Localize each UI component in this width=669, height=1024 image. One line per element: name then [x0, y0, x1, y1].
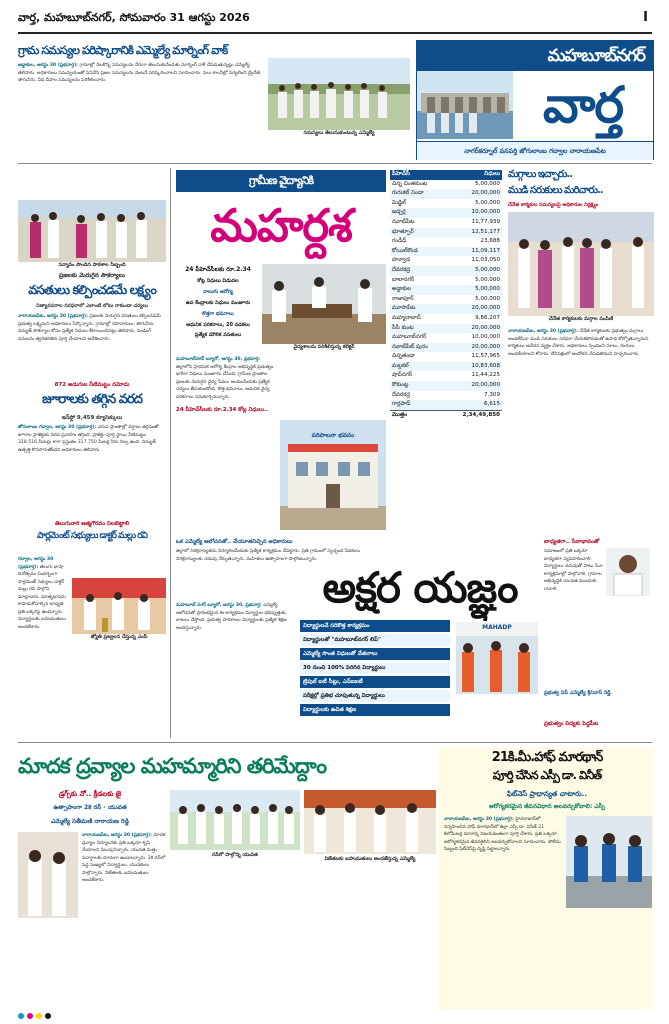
medical-fact-4: ఉప కేంద్రాలకు నిధులు మంజూరు [185, 300, 251, 306]
fund-table-row-value: 10,83,608 [445, 362, 502, 372]
medical-building-sign: పరిపాలనా భవనం [311, 432, 355, 439]
mla-walk-photo [268, 58, 410, 130]
fund-table-row-value: 11,77,939 [471, 218, 500, 225]
fund-table-row-label: చిన్న చింతకుంట [392, 180, 428, 187]
medical-fact-5: కొత్తగా భవనాలు [202, 311, 234, 317]
literacy-bullet-6: పరీక్షల్లో ప్రతిభ చూపుతున్న విద్యార్థులు [300, 690, 450, 702]
fund-table-row-value: 11,44,225 [471, 372, 500, 379]
masthead [416, 40, 654, 160]
mla-walk-body [18, 62, 268, 137]
literacy-headline: అక్షర యజ్ఞం [322, 563, 518, 612]
fund-table-row-label: గార్లపాడ్ [390, 400, 445, 410]
medical-kicker-box [176, 170, 386, 192]
medical-dateline: మహబూబ్‌నగర్ బ్యూరో, ఆగస్టు 30, ప్రభవార్త: [176, 357, 261, 362]
medical-callout: 24 పీహెచ్‌సీలకు రూ.2.34 కోట్ల నిధులు.. [176, 407, 269, 413]
flood-dateline: జోగులాంబ గద్వాల, ఆగస్టు 30 (ప్రభవార్త): [18, 425, 97, 430]
fund-table-row-value: 5,00,000 [475, 276, 500, 283]
fund-table-row [390, 208, 502, 218]
dealers-photo [508, 212, 654, 316]
fund-table-row-value: 20,00,000 [445, 381, 502, 391]
welfare-dateline: నారాయణపేట, ఆగస్టు 30 (ప్రభవార్త): [18, 314, 88, 319]
print-marks [18, 1012, 652, 1020]
fund-table-row-label: సీసీ కుంట [390, 324, 445, 334]
fund-table-row-label: నవాబ్‌పేట [392, 218, 415, 225]
marathon-headline-2: పూర్తి చేసిన ఎస్పీ డా. వినీత్ [492, 768, 602, 782]
fund-table-row-label: కోయిల్‌కొండ [390, 247, 445, 257]
parliament-headline: పార్లమెంట్ సభ్యులు డాక్టర్ మల్లు రవి [37, 531, 147, 541]
mla-walk-photo-caption: సమస్యలు తెలుసుకుంటున్న ఎమ్మెల్యే [303, 130, 375, 136]
literacy-photo [456, 622, 538, 694]
fund-table-row-value: 10,00,000 [445, 208, 502, 218]
column-text: సమాజంలో ప్రతి ఒక్కరూ బాధ్యతగా వ్యవహరించాలి. విద్యార్థులు చదువుతో పాటు సేవా కార్యక్రమాల్లో పాల్గొనాలి. గ్రామాల అభివృద్ధికి యువత ముందుకు రావాలి. [544, 549, 603, 592]
flood-headline: జూరాలకు తగ్గిన వరద [42, 392, 142, 407]
literacy-bullet-4: 30 నుంచి 100% పెరిగిన విద్యార్థులు [300, 662, 450, 674]
flood-text: ఎగువ ప్రాంతాల్లో వర్షాలు తగ్గడంతో జూరాల ప్రాజెక్టుకు వరద ప్రవాహం తగ్గింది. ప్రాజెక్టు పూర్తి స్థాయి నీటిమట్టం 318.516 మీటర్లు కాగా ప్రస్తుతం 317.750 మీటర్ల నీరు నిల్వ ఉంది. విద్యుత్ ఉత్పత్తి కొనసాగుతోందని అధికారులు తెలిపారు. [18, 425, 159, 453]
dateline-header: వార్త, మహబూబ్‌నగర్, సోమవారం 31 ఆగస్టు 2026 [18, 11, 250, 24]
drugs-headline: మాదక ద్రవ్యాల మహమ్మారిని తరిమేద్దాం [18, 754, 327, 778]
marathon-text: హైదరాబాద్‌లో నిర్వహించిన హాఫ్ మారథాన్‌లో జిల్లా ఎస్పీ డా. వినీత్ 21 కిలోమీటర్ల దూరాన్ని విజయవంతంగా పూర్తి చేశారు. ప్రతి ఒక్కరూ ఆరోగ్యకరమైన జీవనశైలిని అలవర్చుకోవాలని సూచించారు. పోలీసు సిబ్బంది ఫిట్‌నెస్‌పై దృష్టి పెట్టాలన్నారు. [444, 817, 561, 852]
column-author: ప్రభుత్వ విప్ ఎమ్మెల్యే శ్రీనివాస్ రెడ్డి [544, 690, 611, 696]
parliament-photo [72, 578, 166, 634]
fund-table-row-label: మూసాపేట [390, 304, 445, 314]
fund-table-row [390, 228, 502, 238]
drugs-photo-prize-caption: విజేతలకు బహుమతులు అందజేస్తున్న ఎమ్మెల్యే [324, 856, 416, 862]
drugs-photo-left [18, 832, 78, 918]
welfare-kicker: ప్రజలకు మెరుగైన సౌకర్యాలు [59, 272, 125, 279]
parliament-dateline: గద్వాల, ఆగస్టు 30 (ప్రభవార్త): [18, 557, 54, 570]
fund-table-row-value: 20,00,000 [445, 189, 502, 199]
literacy-bullets [300, 620, 450, 740]
medical-fact-6: ఆధునిక పరికరాలు, 20 పడకలు [186, 322, 250, 328]
literacy-bullet-3: ఎమ్మెల్యే సొంత నిధులతో వేతనాలు [300, 648, 450, 660]
fund-table-row-label: గండీడ్ [392, 238, 407, 245]
literacy-bullet-2: విద్యార్థులతో "మహబూబ్‌నగర్ లిప్" [300, 634, 450, 646]
color-swatch [27, 1013, 33, 1019]
fund-table-row [390, 199, 502, 209]
medical-fact-2: కోట్ల నిధులు విడుదల [197, 278, 239, 284]
medical-headline: మహర్దశ [210, 199, 352, 252]
fund-table-row-label: హన్వాడ [392, 257, 411, 264]
masthead-logo: వార్త [542, 76, 624, 134]
fund-table-row-label: గురుకల్ నిండా [390, 189, 445, 199]
fund-table-row-value: 7,309 [483, 391, 500, 398]
fund-table-row-label: మిడ్జిల్ [392, 199, 407, 206]
fund-table-row-label: మహ్మదాబాద్ [392, 314, 421, 321]
fund-table-row-label: దేవరకద్ర [392, 391, 411, 398]
fund-table-row-value: 20,00,000 [445, 324, 502, 334]
fund-table-row-label: రాజాపూర్ [392, 295, 414, 302]
fund-table-row [390, 285, 502, 295]
fund-table-row [390, 314, 502, 324]
fund-table-row-label: చిన్నతండా [392, 353, 415, 360]
marathon-photo [566, 816, 652, 908]
literacy-body [176, 602, 296, 740]
masthead-district: మహబూబ్‌నగర్ [547, 46, 645, 66]
mla-walk-dateline: అడ్డాకుల, ఆగస్టు 30 (ప్రభవార్త): [18, 63, 79, 68]
literacy-bullet-5: ట్రిపుల్ ఐటీ సీట్లు, ఎన్‌ఐఐటీ [300, 676, 450, 688]
fund-table-row-value: 20,00,000 [445, 304, 502, 314]
fund-table-header-label: పీహెచ్‌సీ [390, 170, 445, 180]
marathon-headline-1: 21కి.మీ.హాఫ్ మారథాన్ [491, 750, 603, 765]
medical-kicker: గ్రామీణ వైద్యానికి [248, 174, 314, 187]
fund-table-row-label: బాలానగర్ [392, 276, 415, 283]
masthead-band [417, 41, 653, 71]
dealers-text: చేనేత కార్మికులకు ప్రభుత్వం మగ్గాలు అందజేసినా ముడి సరుకులు సరఫరా చేయకపోవడంతో ఉపాధి కోల్పోతున్నామని కార్మికులు ఆవేదన వ్యక్తం చేశారు. అధికారులు స్పందించి నూలు, రంగులు అందజేయాలని కోరారు. లేనిపక్షంలో ఆందోళన చేపడతామని హెచ్చరించారు. [508, 329, 649, 357]
marathon-body [444, 816, 562, 1006]
welfare-photo-caption: సన్మానం పొందిన పాఠశాల సిబ్బంది [58, 262, 126, 268]
drugs-text: మాదక ద్రవ్యాల నిర్మూలనకు ప్రతి ఒక్కరూ కృషి చేయాలని పిలుపునిచ్చారు. యువత మత్తు పదార్థాలకు దూరంగా ఉండాలన్నారు. 2కె రన్‌లో పెద్ద సంఖ్యలో విద్యార్థులు, యువకులు పాల్గొన్నారు. విజేతలకు బహుమతులు అందజేశారు. [82, 833, 166, 883]
medical-building-photo [280, 420, 386, 530]
page-number: I [643, 10, 648, 25]
drugs-subhead-2: ఎమ్మెల్యే సతీమణి నారాయణ రెడ్డి [50, 818, 130, 825]
fund-table-row-label: మల్దకల్ [390, 362, 445, 372]
fund-table-row-value: 10,00,000 [471, 334, 500, 341]
fund-table-row [390, 266, 502, 276]
drugs-subhead: ఉత్సాహంగా 2కె రన్‌ - యువత [53, 804, 127, 811]
drugs-dateline: నారాయణపేట, ఆగస్టు 30 (ప్రభవార్త): [82, 833, 152, 838]
dealers-headline-1: మగ్గాలు ఇచ్చారు.. [508, 169, 572, 180]
medical-fact-3: నాలుగు ఆరోగ్య [202, 289, 234, 295]
fund-table-row-label: మహబూబ్‌నగర్ [392, 334, 427, 341]
medical-text: జిల్లాలోని ప్రాథమిక ఆరోగ్య కేంద్రాల అభివృద్ధికి ప్రభుత్వం భారీగా నిధులు మంజూరు చేసింది. గ్రామీణ ప్రాంతాల ప్రజలకు మెరుగైన వైద్య సేవలు అందించేందుకు ప్రత్యేక చర్యలు తీసుకుంటోంది. కొత్త భవనాలు, ఆధునిక వైద్య పరికరాలు సమకూర్చనున్నారు. [176, 364, 274, 400]
fund-table-row-value: 11,09,117 [445, 247, 502, 257]
medical-fact-list [176, 264, 260, 348]
column-kicker: బాధ్యతగా.. సేవాభావంతో [544, 539, 600, 545]
divider [18, 742, 652, 743]
literacy-dateline: మహబూబ్ నగర్ బ్యూరో, ఆగస్టు 30, ప్రభవార్త: [176, 603, 262, 608]
fund-table-row-label: నవాబ్‌పేట్ పురం [390, 343, 445, 353]
parliament-photo-caption: జ్యోతి ప్రజ్వలన చేస్తున్న ఎంపీ [90, 634, 148, 640]
fund-table-row [390, 333, 502, 343]
literacy-bullet-7: విద్యార్థులకు ఉచిత శిక్షణ [300, 704, 450, 716]
fund-table-row [390, 276, 502, 286]
welfare-headline: వసతులు కల్పించడమే లక్ష్యం [28, 282, 156, 297]
masthead-dam-photo [417, 71, 513, 139]
mla-walk-headline-box [18, 40, 406, 60]
column-body [544, 548, 604, 688]
drugs-photo-prize [304, 790, 436, 854]
fund-table-row-label: దేవరకద్ర [390, 266, 445, 276]
fund-table-row-value: 20,00,000 [445, 343, 502, 353]
fund-table-header-value: నిధులు [445, 170, 502, 180]
fund-table-row-label: షాద్‌నగర్ [392, 372, 413, 379]
marathon-subhead: ఆరోగ్యకరమైన జీవనవిధాన అలవర్చుకోవాలి: ఎస్పీ [489, 803, 605, 810]
fund-table-row-label: అడ్డాకుల [390, 285, 445, 295]
flood-subhead: ఇన్‌ఫ్లో 9,459 క్యూసెక్కులు [61, 415, 123, 421]
fund-table-row-value: 23,688 [480, 238, 500, 245]
fund-table-row [390, 304, 502, 314]
color-swatch [45, 1013, 51, 1019]
parliament-kicker: తెలుగువారి ఆత్మగౌరవం నిలబెట్టాలి [55, 521, 129, 527]
welfare-text: ప్రజలకు మెరుగైన వసతులు కల్పించడమే ప్రభుత్వ లక్ష్యమని అధికారులు పేర్కొన్నారు. గ్రామాల్లో రహదారులు, తాగునీరు, విద్యుత్ సౌకర్యాల కోసం ప్రత్యేక నిధులు కేటాయించినట్లు తెలిపారు. పెండింగ్ పనులను త్వరితగతిన పూర్తి చేయాలని ఆదేశించారు. [18, 314, 161, 342]
fund-table-row-value: 5,00,000 [445, 266, 502, 276]
drugs-body [82, 832, 166, 1008]
mla-walk-text: గ్రామాల్లో నెలకొన్న సమస్యలను నేరుగా తెలుసుకునేందుకు మార్నింగ్ వాక్ చేపడుతున్నట్లు ఎమ్మెల్యే తెలిపారు. అధికారులు సమన్వయంతో పనిచేసి ప్రజల సమస్యలను వెంటనే పరిష్కరించాలని సూచించారు. పలు కాలనీల్లో పర్యటించి డ్రైనేజీ, తాగునీరు, వీధి దీపాల సమస్యలను పరిశీలించారు. [18, 63, 262, 83]
fund-table-total-label: మొత్తం [390, 410, 445, 420]
literacy-sign: MAHADP [482, 624, 512, 631]
fund-table-row [390, 371, 502, 381]
column-highlight: ప్రభుత్వం విద్యకు పెద్దపీట [544, 721, 599, 727]
literacy-bullet-1: విద్యార్థులచే సరికొత్త కార్యక్రమం [300, 620, 450, 632]
page-header [18, 4, 652, 34]
fund-table-row [390, 362, 502, 372]
fund-table-row [390, 324, 502, 334]
fund-table-header [390, 170, 502, 180]
color-swatch [18, 1013, 24, 1019]
fund-table-total-value: 2,34,49,850 [445, 410, 502, 420]
marathon-kicker: ఫిట్‌నెస్ ప్రాధాన్యత చాటారు.. [506, 790, 588, 798]
welfare-highlight: 872 అడుగుల నీటిమట్టం నమోదు [54, 382, 130, 388]
fund-table-row-value: 5,00,000 [475, 180, 500, 187]
medical-fact-1: 24 పీహెచ్‌సీలకు రూ.2.34 [185, 266, 251, 273]
dealers-headline-2: ముడి సరుకులు మరిచారు.. [508, 185, 603, 196]
fund-table-row [390, 256, 502, 266]
welfare-body [18, 313, 166, 381]
fund-table [390, 170, 502, 462]
medical-body [176, 356, 276, 531]
dealers-body [508, 328, 654, 508]
welfare-subhead: నిత్యావసరాల సరఫరాలో ఎలాంటి లోటు రాకుండా చర్యలు [36, 303, 148, 309]
fund-table-row [390, 218, 502, 228]
column-author-photo [606, 548, 650, 596]
divider [18, 163, 652, 164]
masthead-editions: నాగర్‌కర్నూల్ వనపర్తి జోగులాంబ గద్వాల నారాయణపేట [417, 141, 653, 160]
fund-table-row-label: జడ్చర్ల [390, 208, 445, 218]
drugs-kicker: డ్రగ్స్‌కు నో.. క్రీడలకు జై [58, 790, 121, 798]
welfare-photo [18, 200, 166, 262]
literacy-intro: ఒక ఎమ్మెల్యే ఆలోచనతో.. చేయూతనిచ్చిన అధికారులు [176, 539, 293, 545]
fund-table-row-value: 11,57,965 [471, 353, 500, 360]
fund-table-row-label: కౌకుంట్ల [390, 381, 445, 391]
fund-table-row-value: 12,51,177 [445, 228, 502, 238]
marathon-dateline: నారాయణపేట, ఆగస్టు 30 (ప్రభవార్త): [444, 817, 514, 822]
fund-table-row [390, 180, 502, 190]
literacy-text: ఎమ్మెల్యే ఆలోచనతో ప్రారంభమైన ఈ కార్యక్రమం విద్యార్థుల భవిష్యత్తుకు బాటలు వేస్తోంది. ప్రభుత్వ పాఠశాలల విద్యార్థులకు ప్రత్యేక శిక్షణ అందిస్తున్నారు. [176, 603, 287, 631]
fund-table-row-value: 5,00,000 [445, 285, 502, 295]
dealers-subhead: చేనేత కార్మికుల సమస్యలపై అధికారుల నిర్లక్ష్యం [508, 202, 599, 208]
drugs-body-continued [170, 866, 436, 1006]
fund-table-row [390, 237, 502, 247]
color-swatch [36, 1013, 42, 1019]
fund-table-row [390, 381, 502, 391]
fund-table-row-value: 6,615 [445, 400, 502, 410]
fund-table-row-value: 11,03,050 [471, 257, 500, 264]
fund-table-row [390, 343, 502, 353]
medical-photo-caption: వైద్యశాలను పరిశీలిస్తున్న కలెక్టర్ [293, 344, 355, 350]
parliament-body [18, 556, 68, 716]
flood-body [18, 424, 166, 514]
column-divider [170, 168, 171, 738]
fund-table-row-value: 5,00,000 [475, 199, 500, 206]
fund-table-row [390, 352, 502, 362]
fund-table-total [390, 410, 502, 420]
medical-photo [262, 264, 386, 344]
medical-fact-7: ప్రత్యేక మౌలిక వసతులు [194, 332, 242, 338]
fund-table-row-value: 9,86,207 [475, 314, 500, 321]
mla-walk-headline: గ్రామ సమస్యల పరిష్కారానికి ఎమ్మెల్యే మార్నింగ్ వాక్ [18, 43, 228, 57]
fund-table-row [390, 295, 502, 305]
dealers-dateline: నారాయణపేట, ఆగస్టు 30 (ప్రభవార్త): [508, 329, 578, 334]
parliament-text: తెలుగు భాషా దినోత్సవం సందర్భంగా పార్లమెంట్ సభ్యులు డాక్టర్ మల్లు రవి పాల్గొని మాట్లాడారు. మాతృభాషను కాపాడుకోవాల్సిన బాధ్యత ప్రతి ఒక్కరిపై ఉందన్నారు. విద్యార్థులకు బహుమతులు అందజేశారు. [18, 564, 66, 630]
fund-table-row [390, 400, 502, 410]
fund-table-row [390, 391, 502, 401]
fund-table-row [390, 247, 502, 257]
fund-table-row-value: 5,00,000 [475, 295, 500, 302]
drugs-photo-run-caption: రన్‌లో పాల్గొన్న యువత [212, 852, 258, 858]
literacy-left-text: జిల్లాలో నిరక్షరాస్యతను నిర్మూలించేందుకు ప్రత్యేక కార్యక్రమం చేపట్టారు. ప్రతి గ్రామంలో స్వచ్ఛంద సేవకులు నిరక్షరాస్యులకు చదువు నేర్పుతున్నారు. మహిళలు ఉత్సాహంగా పాల్గొంటున్నారు. [176, 549, 361, 562]
fund-table-row-label: భూత్పూర్ [390, 228, 445, 238]
drugs-photo-run [170, 790, 300, 850]
fund-table-grid [390, 170, 502, 420]
dealers-photo-caption: చేనేత కార్మికులకు మగ్గాల పంపిణీ [548, 316, 614, 322]
fund-table-row [390, 189, 502, 199]
